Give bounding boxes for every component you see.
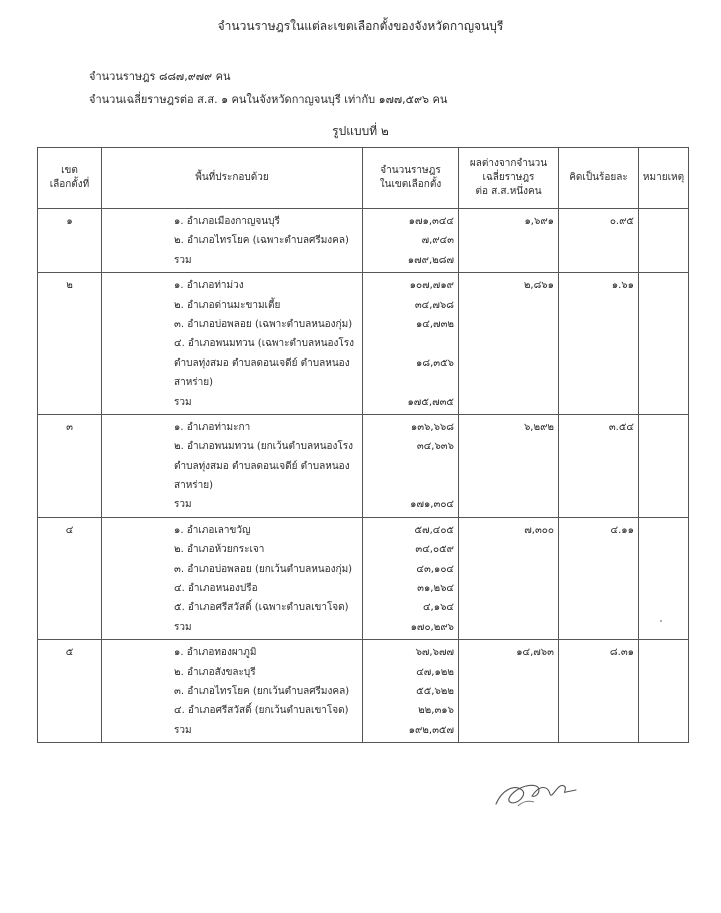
percent-cell (559, 517, 639, 639)
area-population: ๕๕,๖๒๒ (416, 685, 454, 697)
area-population: ๗,๙๔๓ (421, 235, 454, 247)
population-total: ๑๗๐,๒๙๖ (410, 621, 454, 633)
area-cell (102, 640, 363, 743)
total-label: รวม (174, 254, 192, 266)
average-line: จำนวนเฉลี่ยราษฎรต่อ ส.ส. ๑ คนในจังหวัดกาญจนบุรี เท่ากับ ๑๗๗,๕๙๖ คน (89, 93, 448, 106)
area-item: ๓. อำเภอบ่อพลอย (ยกเว้นตำบลหนองกุ่ม) (174, 563, 353, 575)
area-population: ๑๓๖,๖๖๘ (410, 421, 454, 433)
area-item: ๓. อำเภอบ่อพลอย (เฉพาะตำบลหนองกุ่ม) (174, 318, 353, 330)
document-subtitle: รูปแบบที่ ๒ (332, 124, 389, 138)
area-item: ๒. อำเภอห้วยกระเจา (174, 544, 265, 556)
header-district-no (38, 148, 102, 209)
total-label: รวม (174, 724, 192, 736)
area-item: ๒. อำเภอด่านมะขามเตี้ย (174, 299, 281, 311)
header-area: พื้นที่ประกอบด้วย (102, 148, 363, 209)
population-total: ๑๗๙,๒๘๗ (407, 254, 454, 266)
district-number: ๑ (66, 216, 73, 227)
area-population: ๓๔,๐๕๙ (415, 544, 454, 556)
header-district-no-line2: เลือกตั้งที่ (49, 179, 90, 190)
district-number-cell (38, 517, 102, 639)
total-label: รวม (174, 621, 192, 633)
total-label: รวม (174, 396, 192, 408)
area-population (367, 476, 454, 495)
area-item: ๒. อำเภอไทรโยค (เฉพาะตำบลศรีมงคล) (174, 235, 349, 247)
percent-value: ๑.๖๑ (611, 280, 634, 292)
area-item: สาหร่าย) (174, 377, 214, 389)
percent-value: ๐.๙๕ (609, 216, 634, 227)
district-number: ๔ (65, 524, 74, 536)
area-item: ๔. อำเภอศรีสวัสดิ์ (ยกเว้นตำบลเขาโจด) (174, 705, 349, 717)
area-population: ๓๔,๖๓๖ (416, 441, 454, 453)
population-cell (363, 273, 459, 415)
area-population: ๓๑,๒๖๔ (417, 583, 454, 595)
population-cell (363, 517, 459, 639)
header-diff-line2: เฉลี่ยราษฎร (482, 172, 535, 183)
diff-cell (459, 209, 559, 273)
area-item: ตำบลทุ่งสมอ ตำบลดอนเจดีย์ ตำบลหนอง (174, 460, 350, 472)
percent-cell (559, 273, 639, 415)
remark-value (643, 418, 684, 437)
table-header-row (38, 148, 689, 209)
signature (492, 776, 582, 812)
diff-value: ๗,๓๐๐ (524, 524, 554, 536)
remark-cell (639, 414, 689, 517)
document-title: จำนวนราษฎรในแต่ละเขตเลือกตั้งของจังหวัดกาญจนบุรี (217, 19, 504, 33)
diff-value: ๑,๖๙๑ (524, 216, 554, 227)
district-number-cell (38, 640, 102, 743)
area-population: ๔,๑๖๔ (422, 602, 454, 614)
remark-cell (639, 209, 689, 273)
diff-cell (459, 640, 559, 743)
percent-value: ๔.๑๑ (610, 524, 634, 536)
table-row (38, 414, 689, 517)
remark-cell (639, 640, 689, 743)
remark-value (643, 276, 684, 295)
area-item: ๔. อำเภอพนมทวน (เฉพาะตำบลหนองโรง (174, 338, 355, 350)
area-item: ๔. อำเภอหนองปรือ (174, 583, 258, 595)
area-population: ๑๐๗,๗๑๙ (409, 280, 454, 292)
district-number: ๒ (66, 280, 73, 292)
area-item: ๓. อำเภอไทรโยค (ยกเว้นตำบลศรีมงคล) (174, 685, 350, 697)
area-item: ตำบลทุ่งสมอ ตำบลดอนเจดีย์ ตำบลหนอง (174, 357, 350, 369)
area-item: ๑. อำเภอทองผาภูมิ (174, 647, 257, 659)
header-district-no-line1: เขต (61, 165, 78, 176)
header-remark: หมายเหตุ (639, 148, 689, 209)
percent-cell (559, 640, 639, 743)
header-percent: คิดเป็นร้อยละ (559, 148, 639, 209)
area-population: ๒๒,๓๑๖ (418, 705, 454, 717)
area-population: ๔๗,๑๒๒ (416, 666, 454, 678)
population-cell (363, 209, 459, 273)
area-population: ๔๓,๑๐๔ (416, 563, 454, 575)
diff-cell (459, 517, 559, 639)
area-population: ๖๗,๖๗๗ (415, 647, 454, 659)
area-item: ๕. อำเภอศรีสวัสดิ์ (เฉพาะตำบลเขาโจด) (174, 602, 349, 614)
area-item: ๑. อำเภอท่ามะกา (174, 421, 251, 433)
area-item: สาหร่าย) (174, 480, 214, 492)
area-item: ๑. อำเภอท่าม่วง (174, 280, 244, 292)
area-item: ๒. อำเภอสังขละบุรี (174, 666, 256, 678)
area-cell (102, 209, 363, 273)
header-population-line2: ในเขตเลือกตั้ง (379, 179, 442, 190)
district-number-cell (38, 414, 102, 517)
diff-cell (459, 273, 559, 415)
table-row (38, 273, 689, 415)
area-cell (102, 517, 363, 639)
population-total: ๑๙๒,๓๕๗ (408, 724, 454, 736)
header-population-line1: จำนวนราษฎร (380, 165, 441, 176)
table-body (38, 209, 689, 743)
remark-value (643, 521, 684, 540)
district-table (37, 147, 689, 743)
area-population: ๕๗,๔๐๕ (414, 524, 454, 536)
area-population (367, 457, 454, 476)
diff-value: ๑๔,๗๖๓ (516, 647, 554, 659)
remark-cell (639, 273, 689, 415)
remark-cell (639, 517, 689, 639)
percent-value: ๓.๕๔ (608, 421, 634, 433)
area-item: ๑. อำเภอเมืองกาญจนบุรี (174, 216, 280, 227)
area-population (367, 334, 454, 353)
area-cell (102, 273, 363, 415)
remark-value (643, 643, 684, 662)
area-population: ๑๘,๓๕๖ (416, 357, 454, 369)
population-line: จำนวนราษฎร ๘๘๗,๙๗๙ คน (89, 70, 231, 83)
district-number: ๕ (65, 647, 74, 659)
district-number: ๓ (66, 421, 73, 433)
diff-value: ๖,๒๙๒ (523, 421, 554, 433)
area-item: ๑. อำเภอเลาขวัญ (174, 524, 251, 536)
district-number-cell (38, 209, 102, 273)
header-diff-line1: ผลต่างจากจำนวน (469, 158, 548, 169)
area-population: ๓๔,๗๖๘ (414, 299, 454, 311)
area-population (367, 373, 454, 392)
district-number-cell (38, 273, 102, 415)
table-row (38, 517, 689, 639)
table-row (38, 640, 689, 743)
population-cell (363, 640, 459, 743)
percent-cell (559, 209, 639, 273)
area-cell (102, 414, 363, 517)
scan-speck (660, 620, 662, 622)
header-diff (459, 148, 559, 209)
header-population (363, 148, 459, 209)
diff-cell (459, 414, 559, 517)
diff-value: ๒,๘๖๑ (523, 280, 554, 292)
header-diff-line3: ต่อ ส.ส.หนึ่งคน (475, 186, 542, 197)
population-total: ๑๗๑,๓๐๔ (410, 499, 454, 511)
percent-cell (559, 414, 639, 517)
total-label: รวม (174, 499, 192, 511)
area-population: ๑๗๑,๓๔๔ (408, 216, 454, 227)
percent-value: ๘.๓๑ (609, 647, 634, 659)
population-cell (363, 414, 459, 517)
population-total: ๑๗๕,๗๓๕ (407, 396, 454, 408)
area-population: ๑๔,๗๓๒ (415, 318, 454, 330)
area-item: ๒. อำเภอพนมทวน (ยกเว้นตำบลหนองโรง (174, 441, 354, 453)
table-row (38, 209, 689, 273)
remark-value (643, 212, 684, 231)
